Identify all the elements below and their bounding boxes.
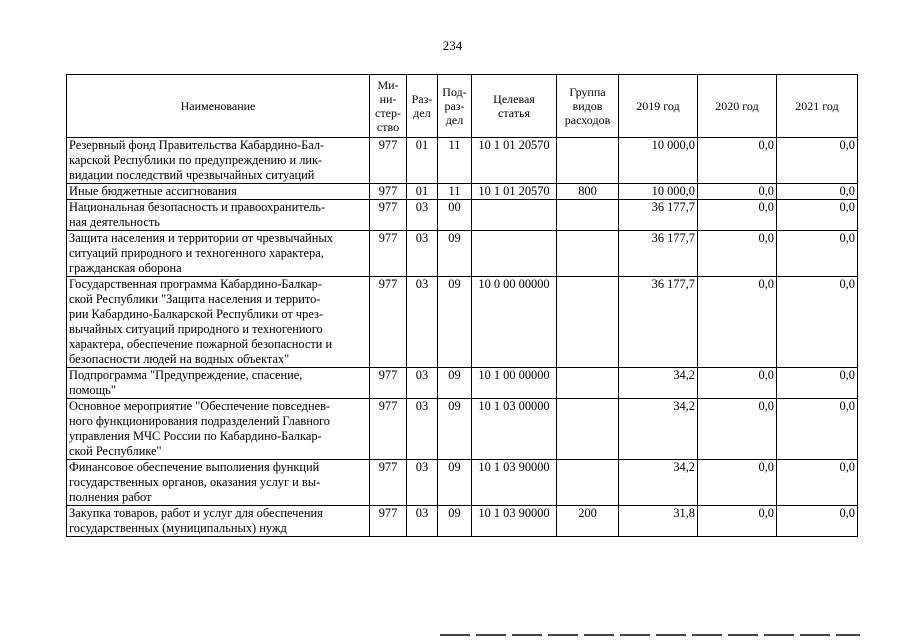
cell-y2019: 10 000,0 [619,184,698,200]
cell-subsection: 00 [438,200,472,231]
header-group: Группа видов расходов [557,75,619,138]
cell-target: 10 1 03 00000 [472,399,557,460]
cell-target [472,200,557,231]
cell-ministry: 977 [370,231,407,277]
cell-ministry: 977 [370,277,407,368]
cell-subsection: 09 [438,368,472,399]
cell-subsection: 09 [438,399,472,460]
cell-y2021: 0,0 [777,138,858,184]
cell-target: 10 1 01 20570 [472,138,557,184]
page-number: 234 [442,38,463,53]
cell-y2020: 0,0 [698,200,777,231]
cell-y2020: 0,0 [698,138,777,184]
cell-group [557,200,619,231]
cell-subsection: 11 [438,184,472,200]
cell-y2019: 10 000,0 [619,138,698,184]
cell-y2020: 0,0 [698,277,777,368]
cell-ministry: 977 [370,460,407,506]
cell-group [557,138,619,184]
table-row [67,231,858,277]
cell-y2020: 0,0 [698,460,777,506]
table-body [67,138,858,537]
cell-group [557,277,619,368]
cell-name: Иные бюджетные ассигнования [67,184,370,200]
cell-group [557,399,619,460]
header-target: Целевая статья [472,75,557,138]
cell-ministry: 977 [370,138,407,184]
budget-table [66,74,858,537]
cell-y2019: 36 177,7 [619,277,698,368]
cell-section: 03 [407,399,438,460]
cell-group [557,368,619,399]
cell-name: Закупка товаров, работ и услуг для обеспечения государственных (муниципальных) нужд [67,506,370,537]
cell-group: 200 [557,506,619,537]
cell-name: Финансовое обеспечение выполиения функций государственных органов, оказания услуг и вы- полнения работ [67,460,370,506]
cell-subsection: 09 [438,460,472,506]
header-ministry: Ми- ни- стер- ство [370,75,407,138]
table-row [67,399,858,460]
cell-section: 03 [407,460,438,506]
cell-y2021: 0,0 [777,200,858,231]
cell-y2021: 0,0 [777,460,858,506]
cell-subsection: 09 [438,277,472,368]
cell-y2021: 0,0 [777,184,858,200]
cell-group: 800 [557,184,619,200]
cell-y2021: 0,0 [777,399,858,460]
cell-y2020: 0,0 [698,231,777,277]
cell-name: Государственная программа Кабардино-Балкар- ской Республики "Защита населения и террито- рии Кабардино-Балкарской Республики от чрез- вычайных ситуаций природного и техногениого характера, обеспечение пожарной безопасности и безопасности людей на водных объектах" [67,277,370,368]
cell-ministry: 977 [370,184,407,200]
cell-y2021: 0,0 [777,231,858,277]
cell-ministry: 977 [370,200,407,231]
cell-y2019: 34,2 [619,368,698,399]
cell-y2020: 0,0 [698,184,777,200]
cell-name: Национальная безопасность и правоохранитель- ная деятельность [67,200,370,231]
table-row [67,460,858,506]
cell-y2021: 0,0 [777,368,858,399]
cell-subsection: 11 [438,138,472,184]
cell-name: Основное мероприятие "Обеспечение повседнев- ного функционирования подразделений Главного управления МЧС России по Кабардино-Балкар- ской Республике" [67,399,370,460]
cell-ministry: 977 [370,506,407,537]
header-2019: 2019 год [619,75,698,138]
cell-section: 01 [407,138,438,184]
cell-y2019: 34,2 [619,460,698,506]
table-row [67,184,858,200]
cell-target: 10 1 00 00000 [472,368,557,399]
header-name: Наименование [67,75,370,138]
cell-target: 10 1 03 90000 [472,460,557,506]
cell-section: 03 [407,368,438,399]
cell-group [557,231,619,277]
cell-target: 10 0 00 00000 [472,277,557,368]
table-row [67,200,858,231]
cell-y2020: 0,0 [698,506,777,537]
cell-target: 10 1 01 20570 [472,184,557,200]
cell-section: 03 [407,231,438,277]
cell-name: Подпрограмма "Предупреждение, спасение, помощь" [67,368,370,399]
header-2021: 2021 год [777,75,858,138]
cell-y2019: 34,2 [619,399,698,460]
cell-section: 01 [407,184,438,200]
cell-y2020: 0,0 [698,399,777,460]
cell-name: Резервный фонд Правительства Кабардино-Бал- карской Республики по предупреждению и лик- видации последствий чрезвычайных ситуаций [67,138,370,184]
cell-y2020: 0,0 [698,368,777,399]
cell-y2019: 36 177,7 [619,231,698,277]
table-row [67,506,858,537]
table-header-row [67,75,858,138]
cell-subsection: 09 [438,231,472,277]
table-row [67,277,858,368]
cell-group [557,460,619,506]
table-row [67,368,858,399]
cell-subsection: 09 [438,506,472,537]
cell-ministry: 977 [370,399,407,460]
cell-name: Защита населения и территории от чрезвычайных ситуаций природного и техногенного характера, гражданская оборона [67,231,370,277]
cell-y2019: 31,8 [619,506,698,537]
bottom-rule [440,634,860,636]
cell-section: 03 [407,277,438,368]
cell-y2019: 36 177,7 [619,200,698,231]
header-subsection: Под- раз- дел [438,75,472,138]
cell-section: 03 [407,506,438,537]
cell-y2021: 0,0 [777,506,858,537]
cell-section: 03 [407,200,438,231]
cell-target [472,231,557,277]
cell-y2021: 0,0 [777,277,858,368]
cell-target: 10 1 03 90000 [472,506,557,537]
table-row [67,138,858,184]
cell-ministry: 977 [370,368,407,399]
header-2020: 2020 год [698,75,777,138]
header-section: Раз- дел [407,75,438,138]
